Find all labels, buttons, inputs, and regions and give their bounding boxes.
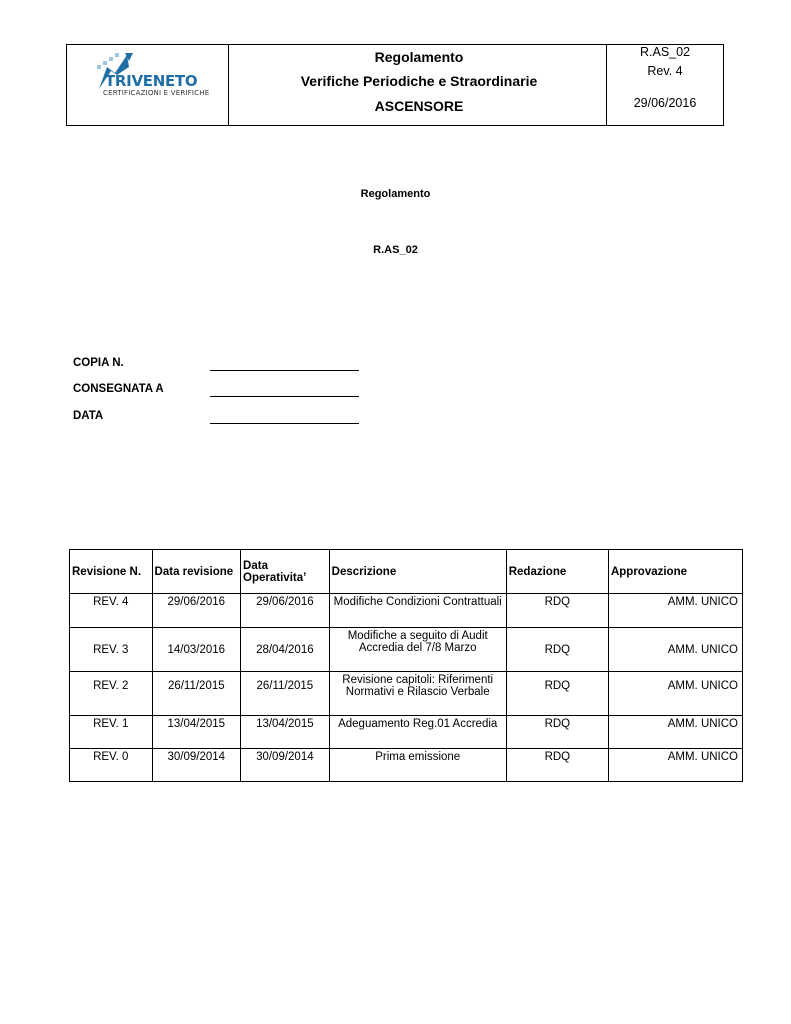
cell-approvazione: AMM. UNICO [608,749,742,782]
table-row [70,672,743,716]
doc-revision: Rev. 4 [647,64,683,78]
table-row [70,594,743,628]
col-header-redazione: Redazione [506,550,608,594]
cell-approvazione: AMM. UNICO [608,672,742,716]
cell-desc: Modifiche a seguito di Audit Accredia del 7/8 Marzo [329,628,506,672]
cell-redazione: RDQ [506,628,608,672]
cell-desc: Modifiche Condizioni Contrattuali [329,594,506,628]
header-title-line-1: Regolamento [374,49,464,65]
col-header-data-revisione: Data revisione [152,550,241,594]
col-header-descrizione: Descrizione [329,550,506,594]
cell-desc: Prima emissione [329,749,506,782]
col-header-revisione: Revisione N. [70,550,153,594]
body-doc-code: R.AS_02 [373,244,418,256]
cell-date-rev: 26/11/2015 [152,672,241,716]
cell-date-op: 13/04/2015 [241,716,330,749]
cell-redazione: RDQ [506,749,608,782]
cell-redazione: RDQ [506,716,608,749]
header-title-line-2: Verifiche Periodiche e Straordinarie [300,73,538,89]
body-doc-type: Regolamento [360,188,431,200]
company-logo [67,45,229,125]
cell-rev: REV. 1 [70,716,153,749]
field-label-copia: COPIA N. [73,357,124,369]
cell-rev: REV. 0 [70,749,153,782]
field-label-data: DATA [73,410,104,422]
table-row [70,716,743,749]
document-header [66,44,724,126]
revision-table [69,549,743,782]
cell-approvazione: AMM. UNICO [608,628,742,672]
field-label-consegnata: CONSEGNATA A [73,383,164,395]
header-code-block [607,45,723,125]
col-header-data-operativita: Data Operativita’ [241,550,330,594]
field-line-data[interactable] [210,423,359,424]
cell-rev: REV. 3 [70,628,153,672]
doc-code: R.AS_02 [639,45,691,59]
table-header-row [70,550,743,594]
cell-redazione: RDQ [506,594,608,628]
table-row [70,749,743,782]
doc-date: 29/06/2016 [633,96,697,110]
cell-date-op: 30/09/2014 [241,749,330,782]
table-row [70,628,743,672]
field-line-consegnata[interactable] [210,396,359,397]
cell-approvazione: AMM. UNICO [608,716,742,749]
cell-rev: REV. 2 [70,672,153,716]
cell-date-rev: 14/03/2016 [152,628,241,672]
header-title-block [229,45,607,125]
cell-date-rev: 13/04/2015 [152,716,241,749]
cell-date-op: 26/11/2015 [241,672,330,716]
col-header-approvazione: Approvazione [608,550,742,594]
cell-rev: REV. 4 [70,594,153,628]
logo-tagline: CERTIFICAZIONI E VERIFICHE [103,89,210,97]
cell-desc: Adeguamento Reg.01 Accredia [329,716,506,749]
cell-desc: Revisione capitoli: Riferimenti Normativi e Rilascio Verbale [329,672,506,716]
logo-name: TRIVENETO [105,72,198,90]
cell-date-rev: 30/09/2014 [152,749,241,782]
cell-redazione: RDQ [506,672,608,716]
cell-date-rev: 29/06/2016 [152,594,241,628]
cell-date-op: 28/04/2016 [241,628,330,672]
header-title-line-3: ASCENSORE [374,98,464,114]
cell-approvazione: AMM. UNICO [608,594,742,628]
cell-date-op: 29/06/2016 [241,594,330,628]
field-line-copia[interactable] [210,370,359,371]
